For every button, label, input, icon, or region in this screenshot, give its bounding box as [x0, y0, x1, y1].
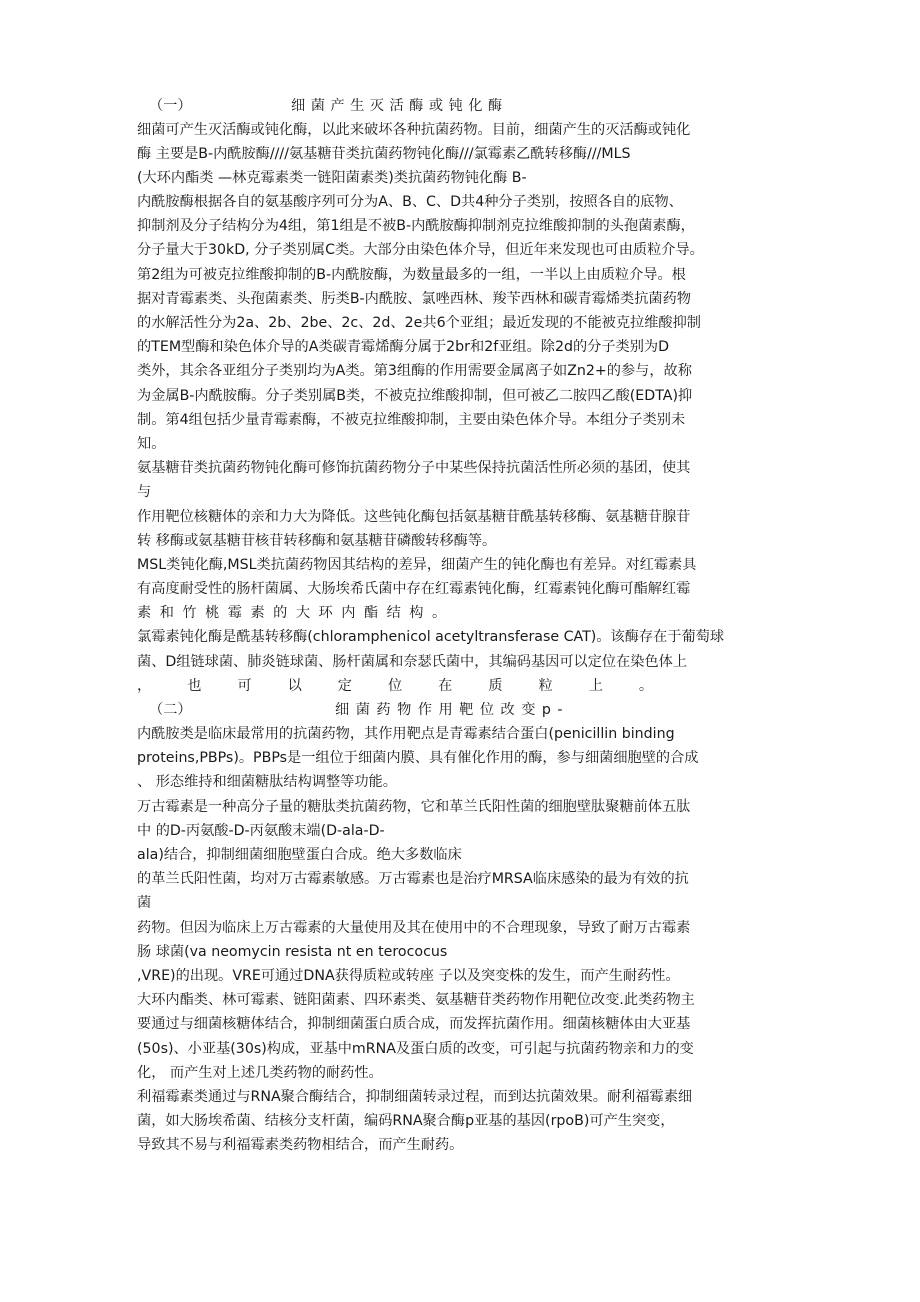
paragraph-line: 氨基糖苷类抗菌药物钝化酶可修饰抗菌药物分子中某些保持抗菌活性所必须的基团，使其 — [137, 460, 691, 476]
paragraph-line: 菌 — [137, 895, 152, 911]
paragraph-line: 为金属B-内酰胺酶。分子类别属B类，不被克拉维酸抑制，但可被乙二胺四乙酸(EDTA)抑 — [137, 388, 693, 404]
paragraph-line: 菌、D组链球菌、肺炎链球菌、肠杆菌属和奈瑟氏菌中，其编码基因可以定位在染色体上 — [137, 654, 688, 670]
paragraph-line: 利福霉素类通过与RNA聚合酶结合，抑制细菌转录过程，而到达抗菌效果。耐利福霉素细 — [137, 1089, 693, 1105]
paragraph-line: 菌，如大肠埃希菌、结核分支杆菌，编码RNA聚合酶p亚基的基因(rpoB)可产生突变， — [137, 1113, 675, 1129]
paragraph-line: (大环内酯类 —林克霉素类一链阳菌素类)类抗菌药物钝化酶 B- — [137, 170, 527, 186]
paragraph-line: 抑制剂及分子结构分为4组，第1组是不被B-内酰胺酶抑制剂克拉维酸抑制的头孢菌素酶， — [137, 218, 695, 234]
paragraph-line: 类外，其余各亚组分子类别均为A类。第3组酶的作用需要金属离子如Zn2+的参与，故称 — [137, 363, 692, 379]
paragraph-line: 作用靶位核糖体的亲和力大为降低。这些钝化酶包括氨基糖苷酰基转移酶、氨基糖苷腺苷 — [137, 509, 691, 525]
paragraph-line: 药物。但因为临床上万古霉素的大量使用及其在使用中的不合理现象，导致了耐万古霉素 — [137, 920, 691, 936]
section-heading-2 — [137, 699, 785, 721]
paragraph-line: 、 形态维持和细菌糖肽结构调整等功能。 — [137, 774, 397, 790]
paragraph-line: 转 移酶或氨基糖苷核苷转移酶和氨基糖苷磷酸转移酶等。 — [137, 533, 497, 549]
section-number: （一） — [149, 98, 192, 114]
paragraph-line: 制。第4组包括少量青霉素酶，不被克拉维酸抑制，主要由染色体介导。本组分子类别未 — [137, 412, 686, 428]
paragraph-line: ，也可以定位在质粒上。 — [137, 678, 690, 694]
paragraph-line: 分子量大于30kD, 分子类别属C类。大部分由染色体介导，但近年来发现也可由质粒介导。 — [137, 242, 704, 258]
paragraph-line: 氯霉素钝化酶是酰基转移酶(chloramphenicol acetyltransferase CAT)。该酶存在于葡萄球 — [137, 629, 725, 645]
paragraph-line: 大环内酯类、林可霉素、链阳菌素、四环素类、氨基糖苷类药物作用靶位改变.此类药物主 — [137, 992, 695, 1008]
paragraph-line: 细菌可产生灭活酶或钝化酶，以此来破坏各种抗菌药物。目前，细菌产生的灭活酶或钝化 — [137, 122, 691, 138]
paragraph-line: 内酰胺类是临床最常用的抗菌药物，其作用靶点是青霉素结合蛋白(penicillin binding — [137, 726, 675, 742]
paragraph-line: 内酰胺酶根据各自的氨基酸序列可分为A、B、C、D共4种分子类别，按照各自的底物、 — [137, 194, 683, 210]
paragraph-line: 第2组为可被克拉维酸抑制的B-内酰胺酶，为数量最多的一组，一半以上由质粒介导。根 — [137, 267, 686, 283]
paragraph-line: 中 的D-丙氨酸-D-丙氨酸末端(D-ala-D- — [137, 823, 385, 839]
paragraph-line: 与 — [137, 484, 152, 500]
paragraph-line: 酶 主要是B-内酰胺酶////氨基糖苷类抗菌药物钝化酶///氯霉素乙酰转移酶///MLS — [137, 146, 631, 162]
paragraph-line: 的革兰氏阳性菌，均对万古霉素敏感。万古霉素也是治疗MRSA临床感染的最为有效的抗 — [137, 871, 689, 887]
paragraph-line: 知。 — [137, 436, 166, 452]
section-number: （二） — [149, 702, 192, 718]
paragraph-line: 化， 而产生对上述几类药物的耐药性。 — [137, 1065, 383, 1081]
paragraph-line: 有高度耐受性的肠杆菌属、大肠埃希氏菌中存在红霉素钝化酶，红霉素钝化酶可酯解红霉 — [137, 581, 691, 597]
paragraph-line: 的水解活性分为2a、2b、2be、2c、2d、2e共6个亚组；最近发现的不能被克拉维酸抑制 — [137, 315, 701, 331]
paragraph-line: ,VRE)的出现。VRE可通过DNA获得质粒或转座 子以及突变株的发生，而产生耐药性。 — [137, 968, 680, 984]
paragraph-line: 肠 球菌(va neomycin resista nt en terococus — [137, 944, 448, 960]
section-heading-1 — [137, 95, 785, 117]
paragraph-line: 据对青霉素类、头孢菌素类、肟类B-内酰胺、氯唑西林、羧苄西林和碳青霉烯类抗菌药物 — [137, 291, 691, 307]
paragraph-line: proteins,PBPs)。PBPs是一组位于细菌内膜、具有催化作用的酶，参与细菌细胞壁的合成 — [137, 750, 699, 766]
paragraph-line: 素和竹桃霉素的大环内酯结构。 — [137, 605, 455, 621]
paragraph-line: 导致其不易与利福霉素类药物相结合，而产生耐药。 — [137, 1137, 464, 1153]
section-title: 细菌产生灭活酶或钝化酶 — [291, 98, 508, 114]
paragraph-line: ala)结合，抑制细菌细胞壁蛋白合成。绝大多数临床 — [137, 847, 462, 863]
paragraph-line: (50s)、小亚基(30s)构成，亚基中mRNA及蛋白质的改变，可引起与抗菌药物亲和力的变 — [137, 1041, 694, 1057]
paragraph-line: 万古霉素是一种高分子量的糖肽类抗菌药物，它和革兰氏阳性菌的细胞壁肽聚糖前体五肽 — [137, 799, 691, 815]
section-title: 细菌药物作用靶位改变p- — [335, 702, 570, 718]
paragraph-line: MSL类钝化酶,MSL类抗菌药物因其结构的差异，细菌产生的钝化酶也有差异。对红霉素具 — [137, 557, 697, 573]
paragraph-line: 要通过与细菌核糖体结合，抑制细菌蛋白质合成，而发挥抗菌作用。细菌核糖体由大亚基 — [137, 1016, 691, 1032]
paragraph-line: 的TEM型酶和染色体介导的A类碳青霉烯酶分属于2br和2f亚组。除2d的分子类别为D — [137, 339, 670, 355]
